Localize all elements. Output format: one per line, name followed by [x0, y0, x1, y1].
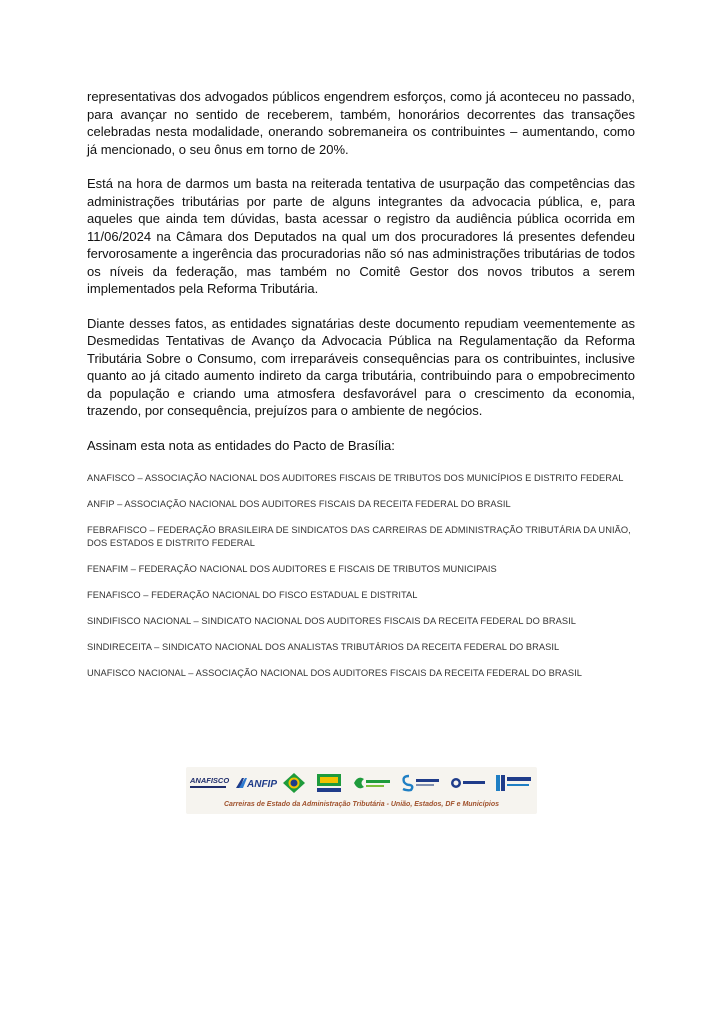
paragraph-1: representativas dos advogados públicos engendrem esforços, como já aconteceu no passado, para avançar no sentido de receberem, também, honorários decorrentes das transações celebradas nesta modalidade, onerando sobremaneira os contribuintes – aumentando, como já mencionado, o seu ônus em torno de 20%. — [87, 89, 635, 157]
entity-anafisco: ANAFISCO – ASSOCIAÇÃO NACIONAL DOS AUDITORES FISCAIS DE TRIBUTOS DOS MUNICÍPIOS E DISTRITO FEDERAL — [87, 472, 624, 483]
svg-text:ANFIP: ANFIP — [247, 779, 277, 790]
entity-fenafim: FENAFIM – FEDERAÇÃO NACIONAL DOS AUDITORES E FISCAIS DE TRIBUTOS MUNICIPAIS — [87, 563, 497, 574]
febrafisco-logo — [282, 772, 306, 794]
document-body — [87, 88, 635, 693]
logo-row — [190, 771, 533, 795]
signatories-logo-banner — [186, 767, 537, 814]
paragraph-3: Diante desses fatos, as entidades signatárias deste documento repudiam veementemente as Desmedidas Tentativas de Avanço da Advocacia Pública na Regulamentação da Reforma Tributária Sobre o Consumo, com irreparáveis consequências para os contribuintes, inclusive quanto ao já citado aumento indireto da carga tributária, contribuindo para o empobrecimento da população e criando uma atmosfera desfavorável para o crescimento da economia, trazendo, por consequência, prejuízos para o ambiente de negócios. — [87, 315, 635, 418]
anafisco-logo — [190, 772, 230, 794]
svg-text:ANAFISCO: ANAFISCO — [190, 776, 230, 785]
entity-fenafisco: FENAFISCO – FEDERAÇÃO NACIONAL DO FISCO ESTADUAL E DISTRITAL — [87, 589, 418, 600]
paragraph-2: Está na hora de darmos um basta na reiterada tentativa de usurpação das competências das administrações tributárias por parte de alguns integrantes da advocacia pública, e, para aqueles que ainda tem dúvidas, basta acessar o registro da audiência pública ocorrida em 11/06/2024 na Câmara dos Deputados na qual um dos procuradores lá presentes defendeu fervorosamente a ingerência das procuradorias não só nas administrações tributárias de todos os níveis da federação, mas também no Comitê Gestor dos novos tributos a serem implementados pela Reforma Tributária. — [87, 176, 635, 296]
sindireceita-logo — [450, 772, 486, 794]
fenafim-logo — [315, 772, 343, 794]
anfip-logo — [235, 772, 277, 794]
entity-febrafisco: FEBRAFISCO – FEDERAÇÃO BRASILEIRA DE SINDICATOS DAS CARREIRAS DE ADMINISTRAÇÃO TRIBUTÁRIA DA UNIÃO, DOS ESTADOS E DISTRITO FEDERAL — [87, 524, 631, 548]
signatories-intro: Assinam esta nota as entidades do Pacto de Brasília: — [87, 437, 395, 453]
entity-unafisco: UNAFISCO NACIONAL – ASSOCIAÇÃO NACIONAL DOS AUDITORES FISCAIS DA RECEITA FEDERAL DO BRASIL — [87, 667, 582, 678]
banner-caption: Carreiras de Estado da Administração Tributária - União, Estados, DF e Municípios — [223, 801, 499, 808]
sindifisco-logo — [401, 772, 441, 794]
entity-sindireceita: SINDIRECEITA – SINDICATO NACIONAL DOS ANALISTAS TRIBUTÁRIOS DA RECEITA FEDERAL DO BRASIL — [87, 641, 560, 652]
unafisco-logo — [495, 772, 533, 794]
fenafisco-logo — [352, 772, 392, 794]
entity-sindifisco: SINDIFISCO NACIONAL – SINDICATO NACIONAL DOS AUDITORES FISCAIS DA RECEITA FEDERAL DO BRASIL — [87, 615, 576, 626]
entity-anfip: ANFIP – ASSOCIAÇÃO NACIONAL DOS AUDITORES FISCAIS DA RECEITA FEDERAL DO BRASIL — [87, 498, 511, 509]
